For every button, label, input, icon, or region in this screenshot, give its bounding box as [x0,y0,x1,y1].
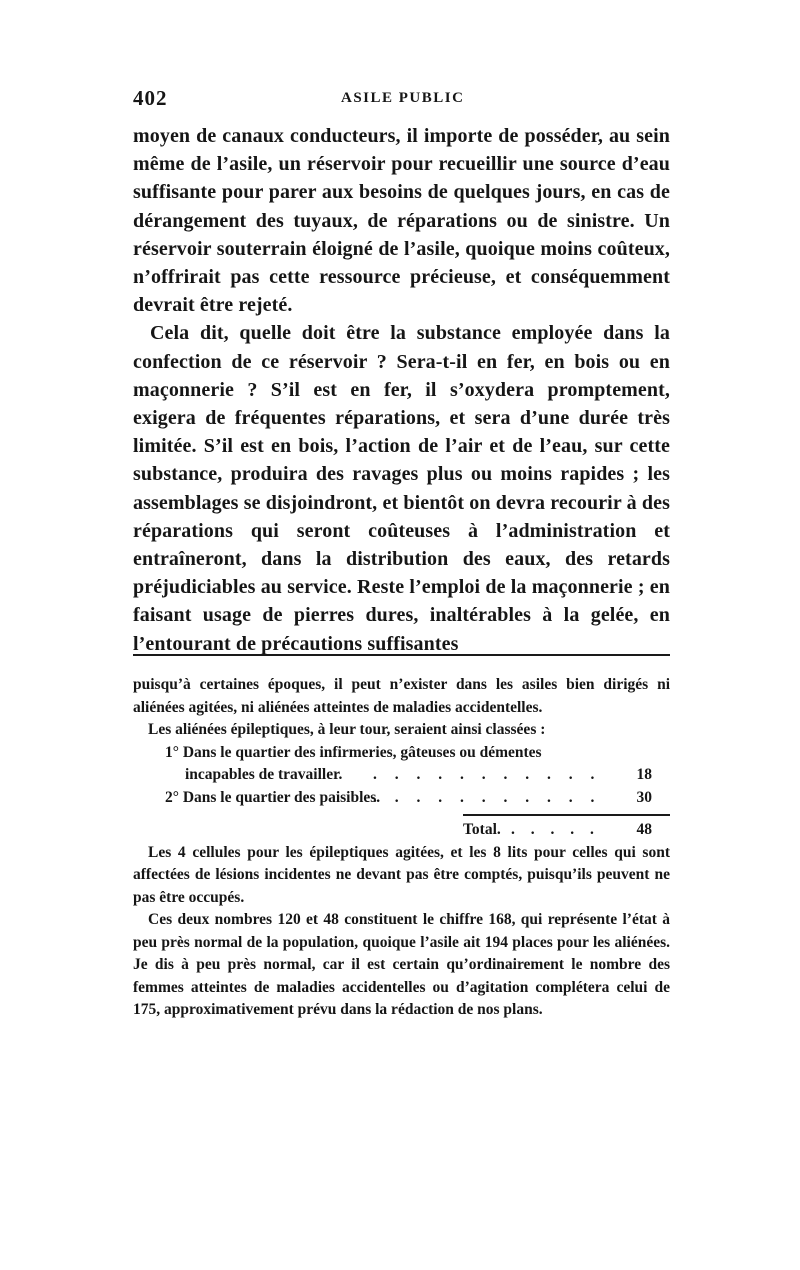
footnote-paragraph-1: puisqu’à certaines époques, il peut n’exister dans les asiles bien dirigés ni aliénées agitées, ni aliénées atteintes de maladies accidentelles. [133,676,670,716]
tally-row-1-label: 1° Dans le quartier des infirmeries, gâteuses ou démentes [165,743,542,761]
tally-row-1-label-cont: incapables de travailler. [185,766,343,783]
footnote-paragraph-2: Les aliénées épileptiques, à leur tour, seraient ainsi classées : [148,721,546,738]
tally-row-1 [133,764,670,787]
sum-rule [463,814,670,816]
footnote-paragraph-3: Les 4 cellules pour les épileptiques agitées, et les 8 lits pour celles qui sont affectées de lésions incidentes ne devant pas être comptés, puisqu’ils peuvent ne pas être occupés. [133,843,670,906]
tally-row-2-label: 2° Dans le quartier des paisibles. [165,788,381,806]
tally-row-1-leader: . . . . . . . . . . . [373,766,602,783]
tally-row-2-value: 30 [636,788,652,806]
page-number: 402 [133,86,168,110]
tally-row-1-value: 18 [636,766,652,783]
page-header [133,86,670,112]
main-paragraph-2: Cela dit, quelle doit être la substance employée dans la confection de ce réservoir ? Sera-t-il en fer, en bois ou en maçonnerie ? S’il est en fer, il s’oxydera promptement, exigera de fréquentes réparations, et sera d’une durée très limitée. S’il est en bois, l’action de l’air et de l’eau, sur cette substance, produira des ravages plus ou moins rapides ; les assemblages se disjoindront, et bientôt on devra recourir à des réparations qui seront coûteuses à l’administration et entraîneront, dans la distribution des eaux, des retards préjudiciables au service. Reste l’emploi de la maçonnerie ; en faisant usage de pierres dures, inaltérables à la gelée, en l’entourant de précautions suffisantes [133,322,670,655]
tally-total-label: Total. [463,821,501,838]
tally-total-row [133,819,670,842]
main-paragraph-1: moyen de canaux conducteurs, il importe de posséder, au sein même de l’asile, un réservoir pour recueillir une source d’eau suffisante pour parer aux besoins de quelques jours, en cas de dérangement des tuyaux, de réparations ou de sinistre. Un réservoir souterrain éloigné de l’asile, quoique moins coûteux, n’offrirait pas cette ressource précieuse, et conséquemment devrait être rejeté. [133,125,670,317]
tally-row-1-heading [133,742,670,765]
tally-total-value: 48 [636,821,652,838]
footnote [133,674,670,1022]
tally-total-leader: . . . . . [511,821,600,838]
running-head: ASILE PUBLIC [341,90,465,106]
footnote-separator [133,654,670,656]
epileptic-tally [133,742,670,842]
main-text [133,122,670,658]
tally-row-2-leader: . . . . . . . . . . . [373,788,602,806]
footnote-paragraph-4: Ces deux nombres 120 et 48 constituent le chiffre 168, qui représente l’état à peu près normal de la population, quoique l’asile ait 194 places pour les aliénées. Je dis à peu près normal, car il est certain qu’ordinairement le nombre des femmes atteintes de maladies accidentelles ou d’agitation complétera celui de 175, approximativement prévu dans la rédaction de nos plans. [133,911,670,1018]
tally-row-2 [133,787,670,810]
